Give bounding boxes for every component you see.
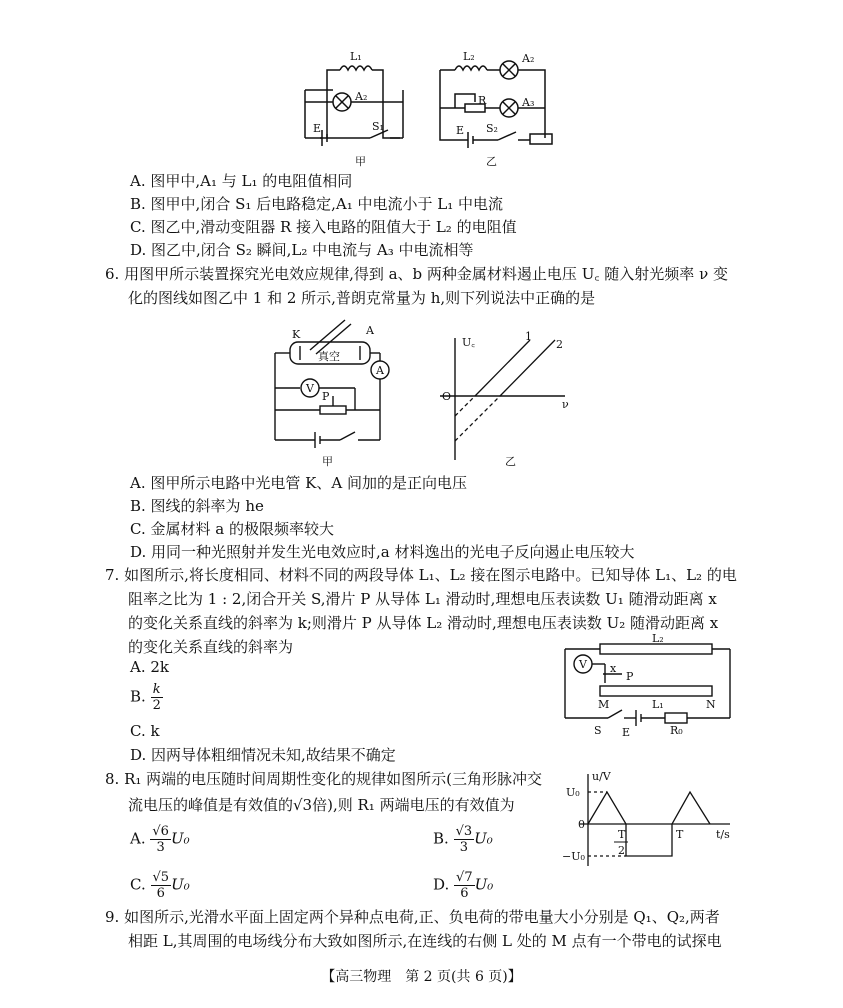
label-R0-q7: R₀ [670,724,683,737]
label-zero: 0 [578,818,585,831]
label-A2-yi: A₂ [522,52,535,65]
label-V-q7: V [579,658,587,671]
q5-option-a: A. 图甲中,A₁ 与 L₁ 的电阻值相同 [130,172,353,190]
q7-option-c: C. k [130,722,160,740]
label-line-1: 1 [525,330,532,343]
q8-option-c: C. $\frac{√5}{6}$ U₀ [130,870,190,901]
label-L2-top: L₂ [463,50,475,63]
q8-option-b: B. $\frac{√3}{3}$ U₀ [433,824,493,855]
label-Uc: U꜀ [462,336,476,349]
q7-option-a: A. 2k [130,658,170,676]
q7-stem-line4: 的变化关系直线的斜率为 [128,638,294,656]
q7-option-d: D. 因两导体粗细情况未知,故结果不确定 [130,746,396,764]
label-L1-q7: L₁ [652,698,664,711]
q8-a-fraction: $\frac{√6}{3}$ [152,824,169,855]
label-ammeter: A [376,364,384,377]
q7-b-fraction: $\frac{k}{2}$ [152,682,161,713]
label-A3: A₃ [522,96,535,109]
q8-stem-line1: 8. R₁ 两端的电压随时间周期性变化的规律如图所示(三角形脉冲交 [105,770,543,788]
q9-stem-line2: 相距 L,其周围的电场线分布大致如图所示,在连线的右侧 L 处的 M 点有一个带电的试探电 [128,932,722,950]
figure-conductors [0,628,843,748]
label-U0: U₀ [566,786,580,799]
label-L2-q7: L₂ [652,632,664,645]
label-line-2: 2 [556,338,563,351]
label-t: t/s [716,828,730,841]
label-N-q7: N [706,698,716,711]
q6-stem-line2: 化的图线如图乙中 1 和 2 所示,普朗克常量为 h,则下列说法中正确的是 [128,289,596,307]
q8-b-fraction: $\frac{√3}{3}$ [455,824,473,855]
label-T: T [676,828,684,841]
label-L1-top: L₁ [350,50,362,63]
label-x-q7: x [610,662,617,675]
q7-stem-line1: 7. 如图所示,将长度相同、材料不同的两段导体 L₁、L₂ 接在图示电路中。已知导体 L₁、L₂ 的电 [105,566,737,584]
label-P-slider: P [322,390,330,403]
q6-option-c: C. 金属材料 a 的极限频率较大 [130,520,334,538]
label-A-anode: A [366,324,374,337]
label-yi-q6: 乙 [505,455,516,468]
label-S-q7: S [594,724,602,737]
label-negU0: −U₀ [562,850,585,863]
figure-circuit-jia [0,0,843,170]
label-jia-q6: 甲 [322,455,333,468]
q8-c-fraction: $\frac{√5}{6}$ [152,870,170,901]
label-S2: S₂ [486,122,498,135]
label-M-q7: M [598,698,610,711]
label-yi: 乙 [486,155,497,168]
q8-stem-line2: 流电压的峰值是有效值的√3倍),则 R₁ 两端电压的有效值为 [128,796,515,814]
figure-photoelectric [0,310,843,470]
figure-voltage-waveform [0,766,843,876]
q6-option-a: A. 图甲所示电路中光电管 K、A 间加的是正向电压 [130,474,467,492]
q6-option-b: B. 图线的斜率为 he [130,497,264,515]
q6-option-d: D. 用同一种光照射并发生光电效应时,a 材料逸出的光电子反向遏止电压较大 [130,543,635,561]
label-T-half-num: T [618,828,626,841]
label-jia: 甲 [355,155,366,168]
q6-stem-line1: 6. 用图甲所示装置探究光电效应规律,得到 a、b 两种金属材料遏止电压 U꜀ 随入射光频率 ν 变 [105,265,728,283]
label-E-yi: E [456,124,465,137]
q8-option-a: A. $\frac{√6}{3}$ U₀ [130,824,190,855]
label-R-top: R [478,94,487,107]
q5-option-d: D. 图乙中,闭合 S₂ 瞬间,L₂ 中电流与 A₃ 中电流相等 [130,241,474,259]
label-O: O [442,390,452,403]
q8-d-fraction: $\frac{√7}{6}$ [456,870,473,901]
label-E-jia: E [313,122,322,135]
label-vacuum: 真空 [318,350,340,363]
label-A2-top: A₂ [355,90,368,103]
q7-stem-line3: 的变化关系直线的斜率为 k;则滑片 P 从导体 L₂ 滑动时,理想电压表读数 U₂ 随滑动距离 x [128,614,719,632]
label-voltmeter: V [306,382,314,395]
q8-option-d: D. $\frac{√7}{6}$ U₀ [433,870,494,901]
label-E-q7: E [622,726,631,739]
label-nu: ν [562,398,569,411]
q5-option-c: C. 图乙中,滑动变阻器 R 接入电路的阻值大于 L₂ 的电阻值 [130,218,517,236]
q7-stem-line2: 阻率之比为 1 : 2,闭合开关 S,滑片 P 从导体 L₁ 滑动时,理想电压表读数 U₁ 随滑动距离 x [128,590,717,608]
label-K: K [292,328,301,341]
label-u: u/V [592,770,611,783]
label-P-q7: P [626,670,634,683]
q7-b-prefix: B. [130,687,146,706]
q9-stem-line1: 9. 如图所示,光滑水平面上固定两个异种点电荷,正、负电荷的带电量大小分别是 Q₁、Q₂,两者 [105,908,720,926]
page-footer: 【高三物理 第 2 页(共 6 页)】 [321,969,522,985]
q5-option-b: B. 图甲中,闭合 S₁ 后电路稳定,A₁ 中电流小于 L₁ 中电流 [130,195,504,213]
label-T-half-den: 2 [618,844,625,857]
label-S1: S₁ [372,120,384,133]
